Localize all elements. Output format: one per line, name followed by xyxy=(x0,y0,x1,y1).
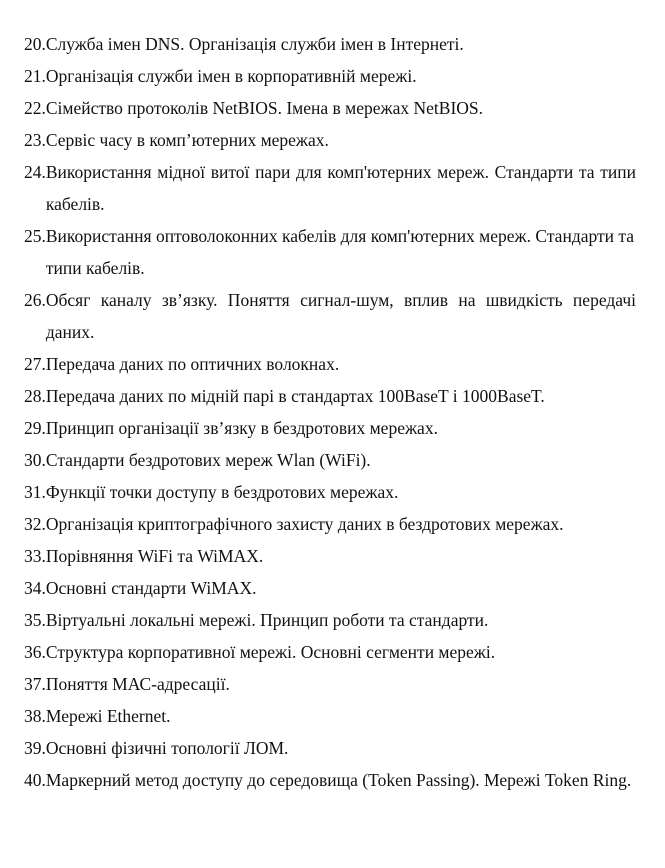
item-number: 38. xyxy=(24,706,46,726)
list-item xyxy=(24,380,636,412)
item-text: Використання оптоволоконних кабелів для комп'ютерних мереж. Стандарти та типи кабелів. xyxy=(45,226,635,278)
item-number: 24. xyxy=(24,162,46,182)
item-number: 28. xyxy=(24,386,46,406)
item-text: Маркерний метод доступу до середовища (Token Passing). Мережі Token Ring. xyxy=(45,770,632,790)
list-item xyxy=(24,604,636,636)
item-text: Передача даних по мідній парі в стандартах 100BaseT і 1000BaseT. xyxy=(45,386,545,406)
list-item xyxy=(24,540,636,572)
item-text: Передача даних по оптичних волокнах. xyxy=(45,354,340,374)
item-text: Сервіс часу в комп’ютерних мережах. xyxy=(45,130,329,150)
item-text: Обсяг каналу зв’язку. Поняття сигнал-шум, вплив на швидкість передачі даних. xyxy=(45,290,636,342)
list-item xyxy=(24,668,636,700)
list-item xyxy=(24,572,636,604)
list-item xyxy=(24,60,636,92)
item-number: 25. xyxy=(24,226,46,246)
item-number: 32. xyxy=(24,514,46,534)
question-list xyxy=(24,28,636,796)
list-item xyxy=(24,28,636,60)
item-number: 27. xyxy=(24,354,46,374)
list-item xyxy=(24,92,636,124)
item-number: 31. xyxy=(24,482,46,502)
item-number: 39. xyxy=(24,738,46,758)
item-number: 23. xyxy=(24,130,46,150)
list-item xyxy=(24,732,636,764)
item-number: 30. xyxy=(24,450,46,470)
item-number: 33. xyxy=(24,546,46,566)
item-text: Порівняння WiFi та WiMAX. xyxy=(45,546,264,566)
list-item xyxy=(24,220,636,284)
item-text: Основні стандарти WiMAX. xyxy=(45,578,257,598)
list-item xyxy=(24,476,636,508)
item-text: Мережі Ethernet. xyxy=(45,706,171,726)
item-number: 40. xyxy=(24,770,46,790)
item-number: 21. xyxy=(24,66,46,86)
list-item xyxy=(24,636,636,668)
item-text: Використання мідної витої пари для комп'ютерних мереж. Стандарти та типи кабелів. xyxy=(45,162,636,214)
item-number: 34. xyxy=(24,578,46,598)
item-text: Функції точки доступу в бездротових мережах. xyxy=(45,482,399,502)
list-item xyxy=(24,348,636,380)
list-item xyxy=(24,284,636,348)
list-item xyxy=(24,700,636,732)
item-number: 36. xyxy=(24,642,46,662)
item-text: Віртуальні локальні мережі. Принцип роботи та стандарти. xyxy=(45,610,489,630)
item-number: 20. xyxy=(24,34,46,54)
item-number: 26. xyxy=(24,290,46,310)
item-text: Основні фізичні топології ЛОМ. xyxy=(45,738,289,758)
list-item xyxy=(24,412,636,444)
item-text: Структура корпоративної мережі. Основні сегменти мережі. xyxy=(45,642,496,662)
list-item xyxy=(24,508,636,540)
item-number: 37. xyxy=(24,674,46,694)
item-text: Організація криптографічного захисту даних в бездротових мережах. xyxy=(45,514,564,534)
item-number: 35. xyxy=(24,610,46,630)
item-text: Стандарти бездротових мереж Wlan (WiFi). xyxy=(45,450,371,470)
item-number: 22. xyxy=(24,98,46,118)
list-item xyxy=(24,124,636,156)
list-item xyxy=(24,156,636,220)
list-item xyxy=(24,764,636,796)
list-item xyxy=(24,444,636,476)
item-number: 29. xyxy=(24,418,46,438)
item-text: Принцип організації зв’язку в бездротових мережах. xyxy=(45,418,438,438)
item-text: Поняття МАС-адресації. xyxy=(45,674,230,694)
item-text: Служба імен DNS. Організація служби імен в Інтернеті. xyxy=(45,34,464,54)
item-text: Організація служби імен в корпоративній мережі. xyxy=(45,66,417,86)
item-text: Сімейство протоколів NetBIOS. Імена в мережах NetBIOS. xyxy=(45,98,484,118)
